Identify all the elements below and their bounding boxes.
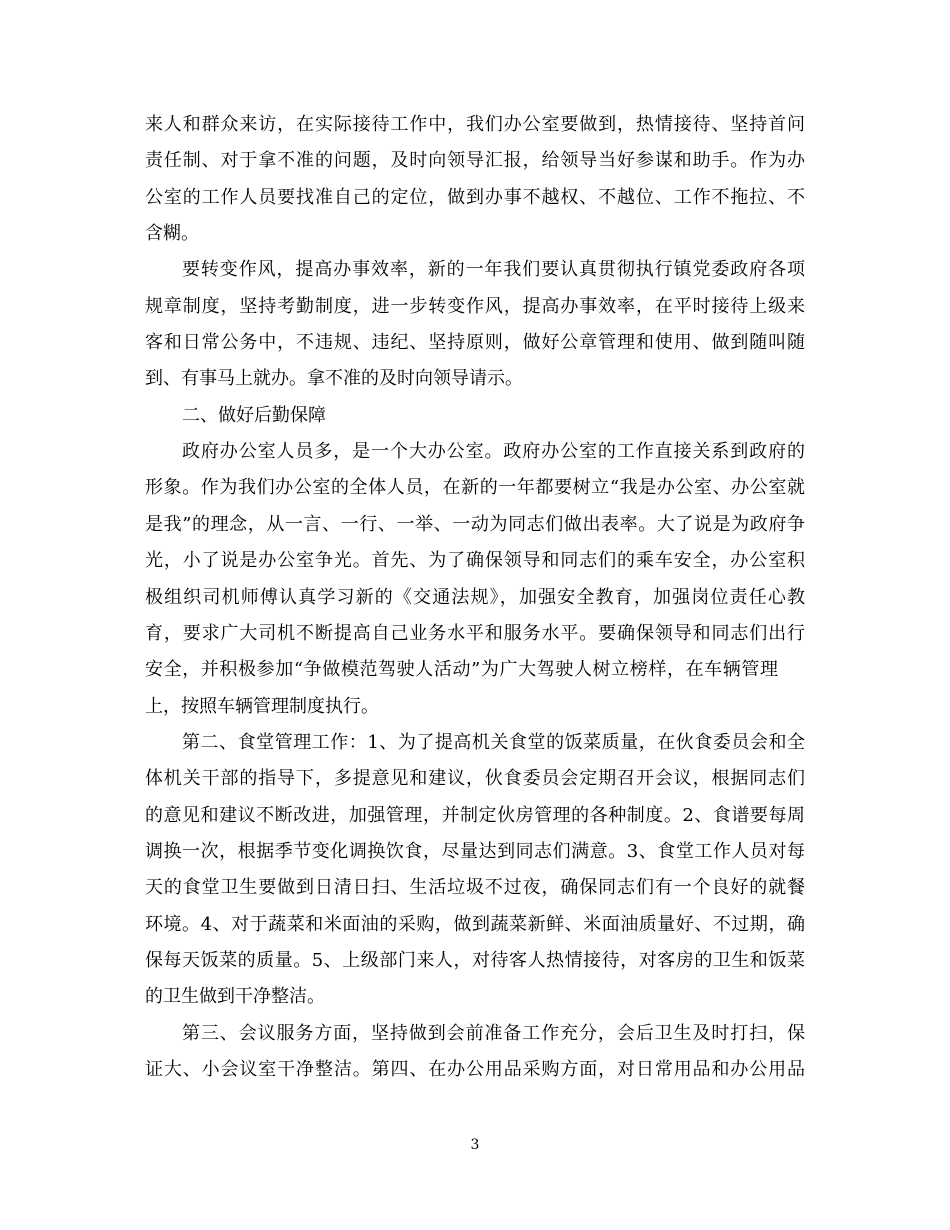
text-line-content: 公室的工作人员要找准自己的定位，做到办事不越权、不越位、工作不拖拉、不 — [145, 186, 806, 208]
text-line-content: 规章制度，坚持考勤制度，进一步转变作风，提高办事效率，在平时接待上级来 — [145, 295, 806, 317]
text-line-content: 光，小了说是办公室争光。首先、为了确保领导和同志们的乘车安全，办公室积 — [145, 550, 806, 572]
text-line-content: 是我”的理念，从一言、一行、一举、一动为同志们做出表率。大了说是为政府争 — [145, 513, 806, 535]
text-line-content: 到、有事马上就办。拿不准的及时向领导请示。 — [145, 368, 523, 390]
text-line-content: 客和日常公务中，不违规、违纪、坚持原则，做好公章管理和使用、做到随叫随 — [145, 332, 806, 354]
text-line-content: 保每天饭菜的质量。5、上级部门来人，对待客人热情接待，对客房的卫生和饭菜 — [145, 949, 806, 971]
text-line — [0, 144, 950, 178]
text-line — [0, 980, 950, 1014]
text-line — [0, 835, 950, 869]
text-line-content: 上，按照车辆管理制度执行。 — [145, 695, 379, 717]
text-line-content: 的卫生做到干净整洁。 — [145, 986, 325, 1008]
text-line — [0, 726, 950, 760]
text-line-content: 的意见和建议不断改进，加强管理，并制定伙房管理的各种制度。2、食谱要每周 — [145, 804, 806, 826]
text-line-content: 调换一次，根据季节变化调换饮食，尽量达到同志们满意。3、食堂工作人员对每 — [145, 840, 806, 862]
text-line-content: 二、做好后勤保障 — [182, 404, 326, 426]
text-line-content: 政府办公室人员多，是一个大办公室。政府办公室的工作直接关系到政府的 — [182, 441, 806, 463]
text-line-content: 含糊。 — [145, 223, 199, 245]
text-line — [0, 544, 950, 578]
page-number: 3 — [470, 1137, 480, 1153]
text-line — [0, 690, 950, 724]
text-line — [0, 108, 950, 142]
text-line — [0, 908, 950, 942]
text-line — [0, 253, 950, 287]
text-line-content: 要转变作风，提高办事效率，新的一年我们要认真贯彻执行镇党委政府各项 — [182, 259, 806, 281]
text-line-content: 体机关干部的指导下，多提意见和建议，伙食委员会定期召开会议，根据同志们 — [145, 768, 806, 790]
text-line — [0, 508, 950, 542]
text-line-content: 形象。作为我们办公室的全体人员，在新的一年都要树立“我是办公室、办公室就 — [145, 477, 806, 499]
text-line — [0, 181, 950, 215]
text-line — [0, 799, 950, 833]
text-line-content: 责任制、对于拿不准的问题，及时向领导汇报，给领导当好参谋和助手。作为办 — [145, 150, 806, 172]
text-line — [0, 362, 950, 396]
text-line — [0, 399, 950, 433]
text-line — [0, 762, 950, 796]
text-line-content: 安全，并积极参加“争做模范驾驶人活动”为广大驾驶人树立榜样，在车辆管理 — [145, 659, 779, 681]
text-line-content: 第三、会议服务方面，坚持做到会前准备工作充分，会后卫生及时打扫，保 — [182, 1022, 806, 1044]
text-line-content: 极组织司机师傅认真学习新的《交通法规》，加强安全教育，加强岗位责任心教 — [145, 586, 807, 608]
text-line — [0, 944, 950, 978]
text-line — [0, 653, 950, 687]
text-line — [0, 471, 950, 505]
text-line — [0, 435, 950, 469]
text-line-content: 第二、食堂管理工作：1、为了提高机关食堂的饭菜质量，在伙食委员会和全 — [182, 731, 806, 753]
text-line — [0, 217, 950, 251]
text-line-content: 育，要求广大司机不断提高自己业务水平和服务水平。要确保领导和同志们出行 — [145, 622, 806, 644]
text-line — [0, 871, 950, 905]
text-line — [0, 1017, 950, 1051]
text-line — [0, 581, 950, 615]
text-line — [0, 1053, 950, 1087]
text-line — [0, 290, 950, 324]
text-line-content: 天的食堂卫生要做到日清日扫、生活垃圾不过夜，确保同志们有一个良好的就餐 — [145, 877, 806, 899]
text-line-content: 证大、小会议室干净整洁。第四、在办公用品采购方面，对日常用品和办公用品 — [145, 1059, 806, 1080]
text-line — [0, 617, 950, 651]
text-line-content: 来人和群众来访，在实际接待工作中，我们办公室要做到，热情接待、坚持首问 — [145, 114, 806, 135]
text-line-content: 环境。4、对于蔬菜和米面油的采购，做到蔬菜新鲜、米面油质量好、不过期，确 — [145, 913, 806, 935]
text-line — [0, 326, 950, 360]
